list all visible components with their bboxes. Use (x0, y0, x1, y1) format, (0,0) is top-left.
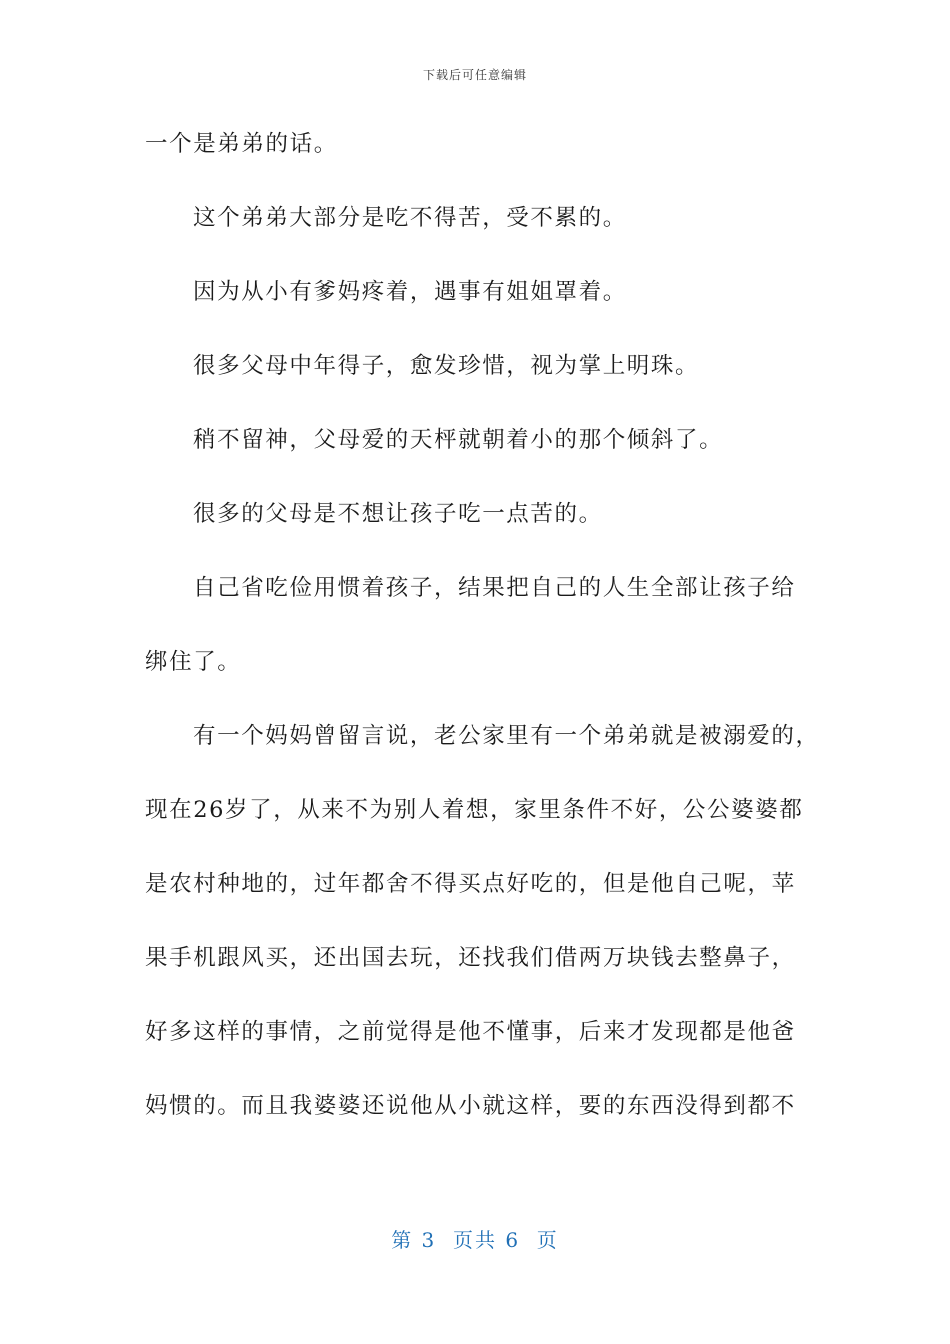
paragraph-line: 稍不留神，父母爱的天枰就朝着小的那个倾斜了。 (193, 427, 724, 453)
paragraph-line: 果手机跟风买，还出国去玩，还找我们借两万块钱去整鼻子， (145, 945, 796, 971)
paragraph-line: 是农村种地的，过年都舍不得买点好吃的，但是他自己呢，苹 (145, 871, 796, 897)
paragraph-line: 好多这样的事情，之前觉得是他不懂事，后来才发现都是他爸 (145, 1019, 796, 1045)
page-header: 下载后可任意编辑 (422, 68, 527, 82)
paragraph-line: 绑住了。 (145, 649, 242, 675)
document-body (145, 124, 820, 1160)
paragraph-line: 有一个妈妈曾留言说，老公家里有一个弟弟就是被溺爱的， (193, 723, 820, 749)
paragraph-line: 自己省吃俭用惯着孩子，结果把自己的人生全部让孩子给 (193, 575, 796, 601)
paragraph-line: 一个是弟弟的话。 (145, 131, 338, 157)
page-number-footer: 第 3 页共 6 页 (391, 1228, 559, 1252)
paragraph-line: 妈惯的。而且我婆婆还说他从小就这样，要的东西没得到都不 (145, 1093, 796, 1119)
paragraph-line: 很多的父母是不想让孩子吃一点苦的。 (193, 501, 603, 527)
paragraph-line: 因为从小有爹妈疼着，遇事有姐姐罩着。 (193, 279, 627, 305)
paragraph-line: 很多父母中年得子，愈发珍惜，视为掌上明珠。 (193, 353, 700, 379)
paragraph-line: 现在26岁了，从来不为别人着想，家里条件不好，公公婆婆都 (145, 797, 804, 823)
paragraph-line: 这个弟弟大部分是吃不得苦，受不累的。 (193, 205, 627, 231)
